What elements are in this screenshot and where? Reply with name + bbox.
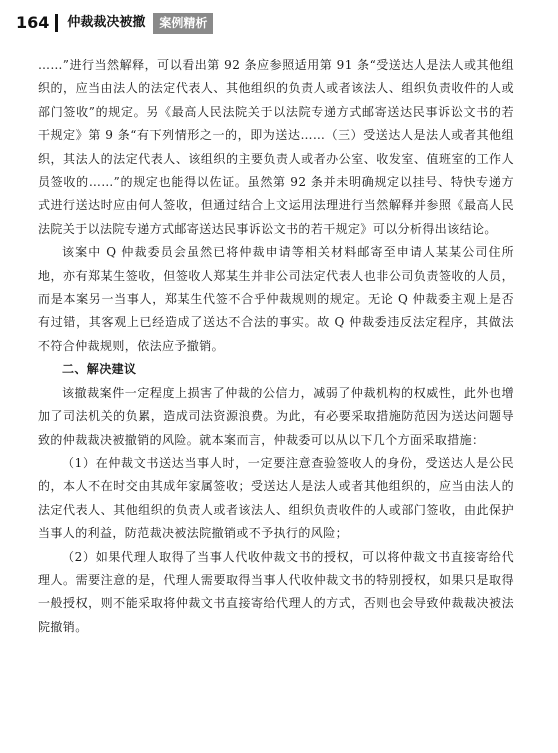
section-tag: 案例精析 bbox=[153, 13, 213, 34]
running-header bbox=[16, 12, 213, 34]
paragraph-case-analysis: 该案中 Q 仲裁委员会虽然已将仲裁申请等相关材料邮寄至申请人某某公司住所地，亦有郑某生签收，但签收人郑某生并非公司法定代表人也非公司负责签收的人员，而是本案另一当事人，郑某生代签不合乎仲裁规则的规定。无论 Q 仲裁委主观上是否有过错，其客观上已经造成了送达不合法的事实。故 Q 仲裁委违反法定程序，其做法不符合仲裁规则，依法应予撤销。 bbox=[38, 245, 514, 353]
page-body bbox=[38, 54, 514, 639]
paragraph-continued: ……”进行当然解释，可以看出第 92 条应参照适用第 91 条“受送达人是法人或其他组织的，应当由法人的法定代表人、其他组织的负责人或者该法人、组织负责收件的人或部门签收”的规定。另《最高人民法院关于以法院专递方式邮寄送达民事诉讼文书的若干规定》第 9 条“有下列情形之一的，即为送达……（三）受送达人是法人或者其他组织，其法人的法定代表人、该组织的主要负责人或者办公室、收发室、值班室的工作人员签收的……”的规定也能得以佐证。虽然第 92 条并未明确规定以挂号、特快专递方式进行送达时应由何人签收，但通过结合上文运用法理进行当然解释并参照《最高人民法院关于以法院专递方式邮寄送达民事诉讼文书的若干规定》可以分析得出该结论。 bbox=[38, 58, 514, 236]
header-divider bbox=[55, 14, 58, 32]
paragraph-suggestion-intro: 该撤裁案件一定程度上损害了仲裁的公信力，减弱了仲裁机构的权威性，此外也增加了司法机关的负累，造成司法资源浪费。为此，有必要采取措施防范因为送达问题导致的仲裁裁决被撤销的风险。就本案而言，仲裁委可以从以下几个方面采取措施： bbox=[38, 385, 514, 447]
paragraph-measure-1: （1）在仲裁文书送达当事人时，一定要注意查验签收人的身份，受送达人是公民的，本人不在时交由其成年家属签收；受送达人是法人或者其他组织的，应当由法人的法定代表人、其他组织的负责人或者该法人、组织负责收件的人或部门签收，由此保护当事人的利益，防范裁决被法院撤销或不予执行的风险； bbox=[38, 455, 514, 541]
section-heading: 二、解决建议 bbox=[62, 362, 137, 377]
paragraph-measure-2: （2）如果代理人取得了当事人代收仲裁文书的授权，可以将仲裁文书直接寄给代理人。需要注意的是，代理人需要取得当事人代收仲裁文书的特别授权，如果只是取得一般授权，则不能采取将仲裁文书直接寄给代理人的方式，否则也会导致仲裁裁决被法院撤销。 bbox=[38, 549, 514, 634]
book-title: 仲裁裁决被撤 bbox=[67, 15, 146, 30]
page-number: 164 bbox=[16, 13, 50, 32]
